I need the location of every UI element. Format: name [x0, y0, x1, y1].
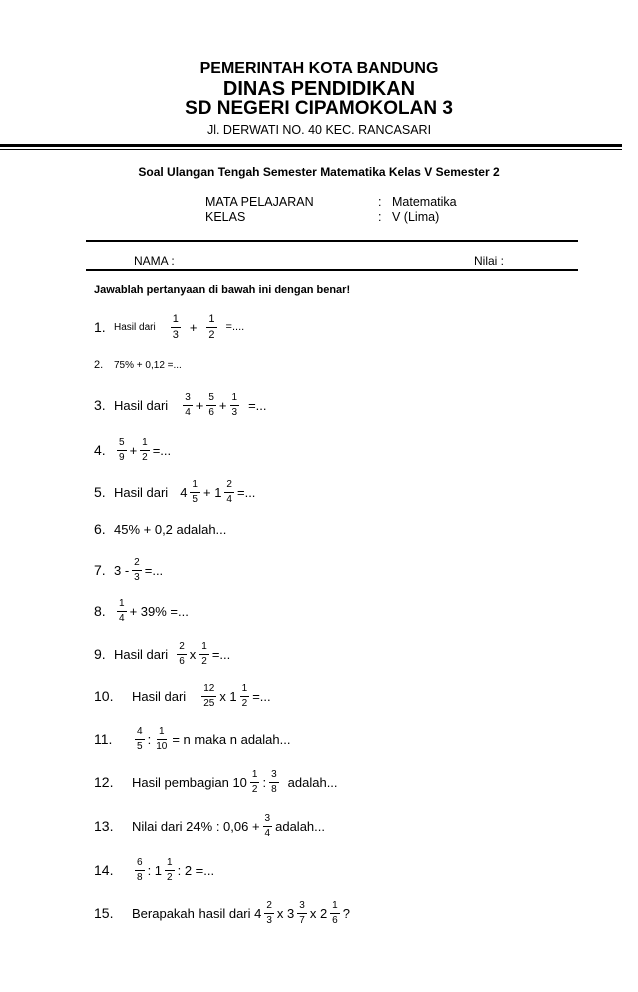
numerator: 1: [157, 726, 167, 740]
fraction: [250, 769, 260, 795]
numerator: 5: [206, 392, 216, 406]
numerator: 2: [177, 641, 187, 655]
question-text: + 39% =...: [129, 603, 189, 619]
denominator: 25: [203, 697, 215, 709]
question-number: 3.: [94, 397, 106, 413]
numerator: 3: [183, 392, 193, 406]
denominator: 2: [208, 328, 215, 341]
denominator: 3: [172, 328, 179, 341]
fraction: [230, 392, 240, 418]
header-rule-thick: [0, 144, 622, 147]
question-text: adalah...: [275, 818, 325, 834]
numerator: 1: [190, 479, 200, 493]
question-12: [94, 762, 338, 802]
fraction: [224, 479, 234, 505]
denominator: 5: [137, 740, 143, 752]
question-text: =...: [211, 646, 231, 662]
denominator: 3: [266, 914, 272, 926]
fraction: [190, 479, 200, 505]
numerator: 12: [201, 683, 216, 697]
question-text: =...: [236, 484, 256, 500]
fraction: [297, 900, 307, 926]
operator: +: [195, 397, 204, 413]
operator: :: [147, 731, 152, 747]
fraction: [135, 726, 145, 752]
question-text: Hasil dari: [114, 484, 169, 500]
whole-number: 4: [180, 484, 188, 500]
question-8: [94, 591, 189, 631]
question-text: =...: [248, 397, 267, 413]
question-text: 3 -: [114, 562, 130, 578]
denominator: 8: [137, 871, 143, 883]
question-text: Hasil pembagian 10: [132, 774, 247, 790]
subject-label: MATA PELAJARAN: [205, 195, 314, 209]
question-text: Hasil dari: [114, 646, 169, 662]
operator: +: [218, 397, 227, 413]
question-text: x 1: [219, 688, 237, 704]
numerator: 3: [297, 900, 307, 914]
fraction: [330, 900, 340, 926]
question-7: [94, 550, 163, 590]
denominator: 2: [251, 783, 258, 795]
question-text: 75% + 0,12 =...: [114, 359, 182, 371]
question-text: Berapakah hasil dari 4: [132, 905, 262, 921]
denominator: 10: [156, 740, 168, 752]
numerator: 1: [330, 900, 340, 914]
fraction: [177, 641, 187, 667]
instruction: Jawablah pertanyaan di bawah ini dengan benar!: [94, 284, 351, 296]
numerator: 1: [206, 313, 216, 328]
operator: :: [262, 774, 267, 790]
operator: +: [129, 442, 138, 458]
header-school: SD NEGERI CIPAMOKOLAN 3: [185, 98, 453, 119]
question-5: [94, 472, 255, 512]
header-department: DINAS PENDIDIKAN: [222, 78, 416, 100]
question-number: 15.: [94, 905, 114, 921]
fraction: [269, 769, 279, 795]
subject-separator: :: [378, 195, 382, 209]
question-text: =...: [252, 688, 271, 704]
numerator: 5: [117, 437, 127, 451]
question-number: 6.: [94, 521, 106, 537]
denominator: 4: [264, 827, 271, 839]
class-separator: :: [378, 210, 382, 224]
question-text: adalah...: [287, 774, 338, 790]
question-number: 13.: [94, 818, 114, 834]
question-text: + 1: [202, 484, 222, 500]
question-number: 14.: [94, 862, 114, 878]
numerator: 4: [135, 726, 145, 740]
question-text: Hasil dari: [132, 688, 187, 704]
denominator: 8: [271, 783, 277, 795]
numerator: 1: [117, 598, 127, 612]
numerator: 2: [132, 557, 142, 571]
question-11: [94, 719, 290, 759]
numerator: 1: [199, 641, 209, 655]
fraction: [165, 857, 175, 883]
question-3: [94, 385, 267, 425]
question-text: Hasil dari: [114, 397, 169, 413]
fraction: [264, 900, 274, 926]
header-address: Jl. DERWATI NO. 40 KEC. RANCASARI: [206, 123, 432, 137]
numerator: 1: [230, 392, 240, 406]
name-row-bottom-line: [86, 269, 578, 271]
fraction: [135, 857, 145, 883]
fraction: [117, 598, 127, 624]
numerator: 1: [140, 437, 150, 451]
numerator: 2: [224, 479, 234, 493]
question-text: = n maka n adalah...: [172, 731, 291, 747]
question-number: 12.: [94, 774, 114, 790]
question-text: x 3: [276, 905, 295, 921]
question-9: [94, 634, 230, 674]
fraction: [263, 813, 273, 839]
question-14: [94, 850, 214, 890]
fraction: [183, 392, 193, 418]
question-number: 10.: [94, 688, 114, 704]
header-rule-thin: [0, 149, 622, 150]
numerator: 3: [263, 813, 273, 827]
numerator: 3: [269, 769, 279, 783]
fraction: [206, 392, 216, 418]
question-text: 45% + 0,2 adalah...: [114, 521, 227, 537]
denominator: 5: [192, 493, 198, 505]
denominator: 3: [134, 571, 140, 583]
denominator: 6: [332, 914, 338, 926]
fraction: [240, 683, 250, 709]
question-text: ?: [342, 905, 350, 921]
question-number: 2.: [94, 359, 104, 371]
denominator: 2: [201, 655, 207, 667]
denominator: 2: [167, 871, 173, 883]
question-15: [94, 893, 350, 933]
question-text: Nilai dari 24% : 0,06 +: [132, 818, 260, 834]
numerator: 2: [264, 900, 274, 914]
question-13: [94, 806, 325, 846]
fraction: [117, 437, 127, 463]
fraction: [132, 557, 142, 583]
denominator: 2: [241, 697, 248, 709]
question-number: 7.: [94, 562, 106, 578]
question-2: [94, 345, 182, 385]
class-label: KELAS: [205, 210, 246, 224]
operator: +: [189, 319, 198, 335]
question-6: [94, 509, 226, 549]
question-1: [94, 307, 244, 347]
numerator: 1: [250, 769, 260, 783]
denominator: 2: [142, 451, 148, 463]
subject-value: Matematika: [392, 195, 457, 209]
question-text: : 2 =...: [177, 862, 215, 878]
question-text: =....: [225, 321, 245, 333]
denominator: 9: [119, 451, 125, 463]
operator: x: [189, 646, 197, 662]
question-10: [94, 676, 271, 716]
name-row-top-line: [86, 240, 578, 242]
question-number: 9.: [94, 646, 106, 662]
fraction: [140, 437, 150, 463]
denominator: 6: [208, 406, 214, 418]
class-value: V (Lima): [392, 210, 440, 224]
fraction: [206, 313, 216, 341]
fraction: [171, 313, 181, 341]
name-label: NAMA :: [134, 254, 175, 268]
question-text: =...: [144, 562, 164, 578]
fraction: [201, 683, 216, 709]
question-text: x 2: [309, 905, 328, 921]
fraction: [154, 726, 169, 752]
question-4: [94, 430, 171, 470]
numerator: 6: [135, 857, 145, 871]
question-text: Hasil dari: [114, 321, 156, 333]
question-number: 1.: [94, 319, 106, 335]
denominator: 4: [185, 406, 191, 418]
score-label: Nilai :: [474, 254, 505, 268]
denominator: 7: [299, 914, 305, 926]
numerator: 1: [171, 313, 181, 328]
header-government: PEMERINTAH KOTA BANDUNG: [199, 60, 439, 77]
numerator: 1: [240, 683, 250, 697]
denominator: 6: [179, 655, 185, 667]
fraction: [199, 641, 209, 667]
question-number: 5.: [94, 484, 106, 500]
question-number: 8.: [94, 603, 106, 619]
numerator: 1: [165, 857, 175, 871]
denominator: 4: [226, 493, 232, 505]
question-number: 11.: [94, 731, 113, 747]
question-text: =...: [152, 442, 172, 458]
exam-title: Soal Ulangan Tengah Semester Matematika Kelas V Semester 2: [138, 165, 500, 179]
question-number: 4.: [94, 442, 106, 458]
denominator: 4: [119, 612, 125, 624]
question-text: : 1: [147, 862, 163, 878]
denominator: 3: [231, 406, 238, 418]
